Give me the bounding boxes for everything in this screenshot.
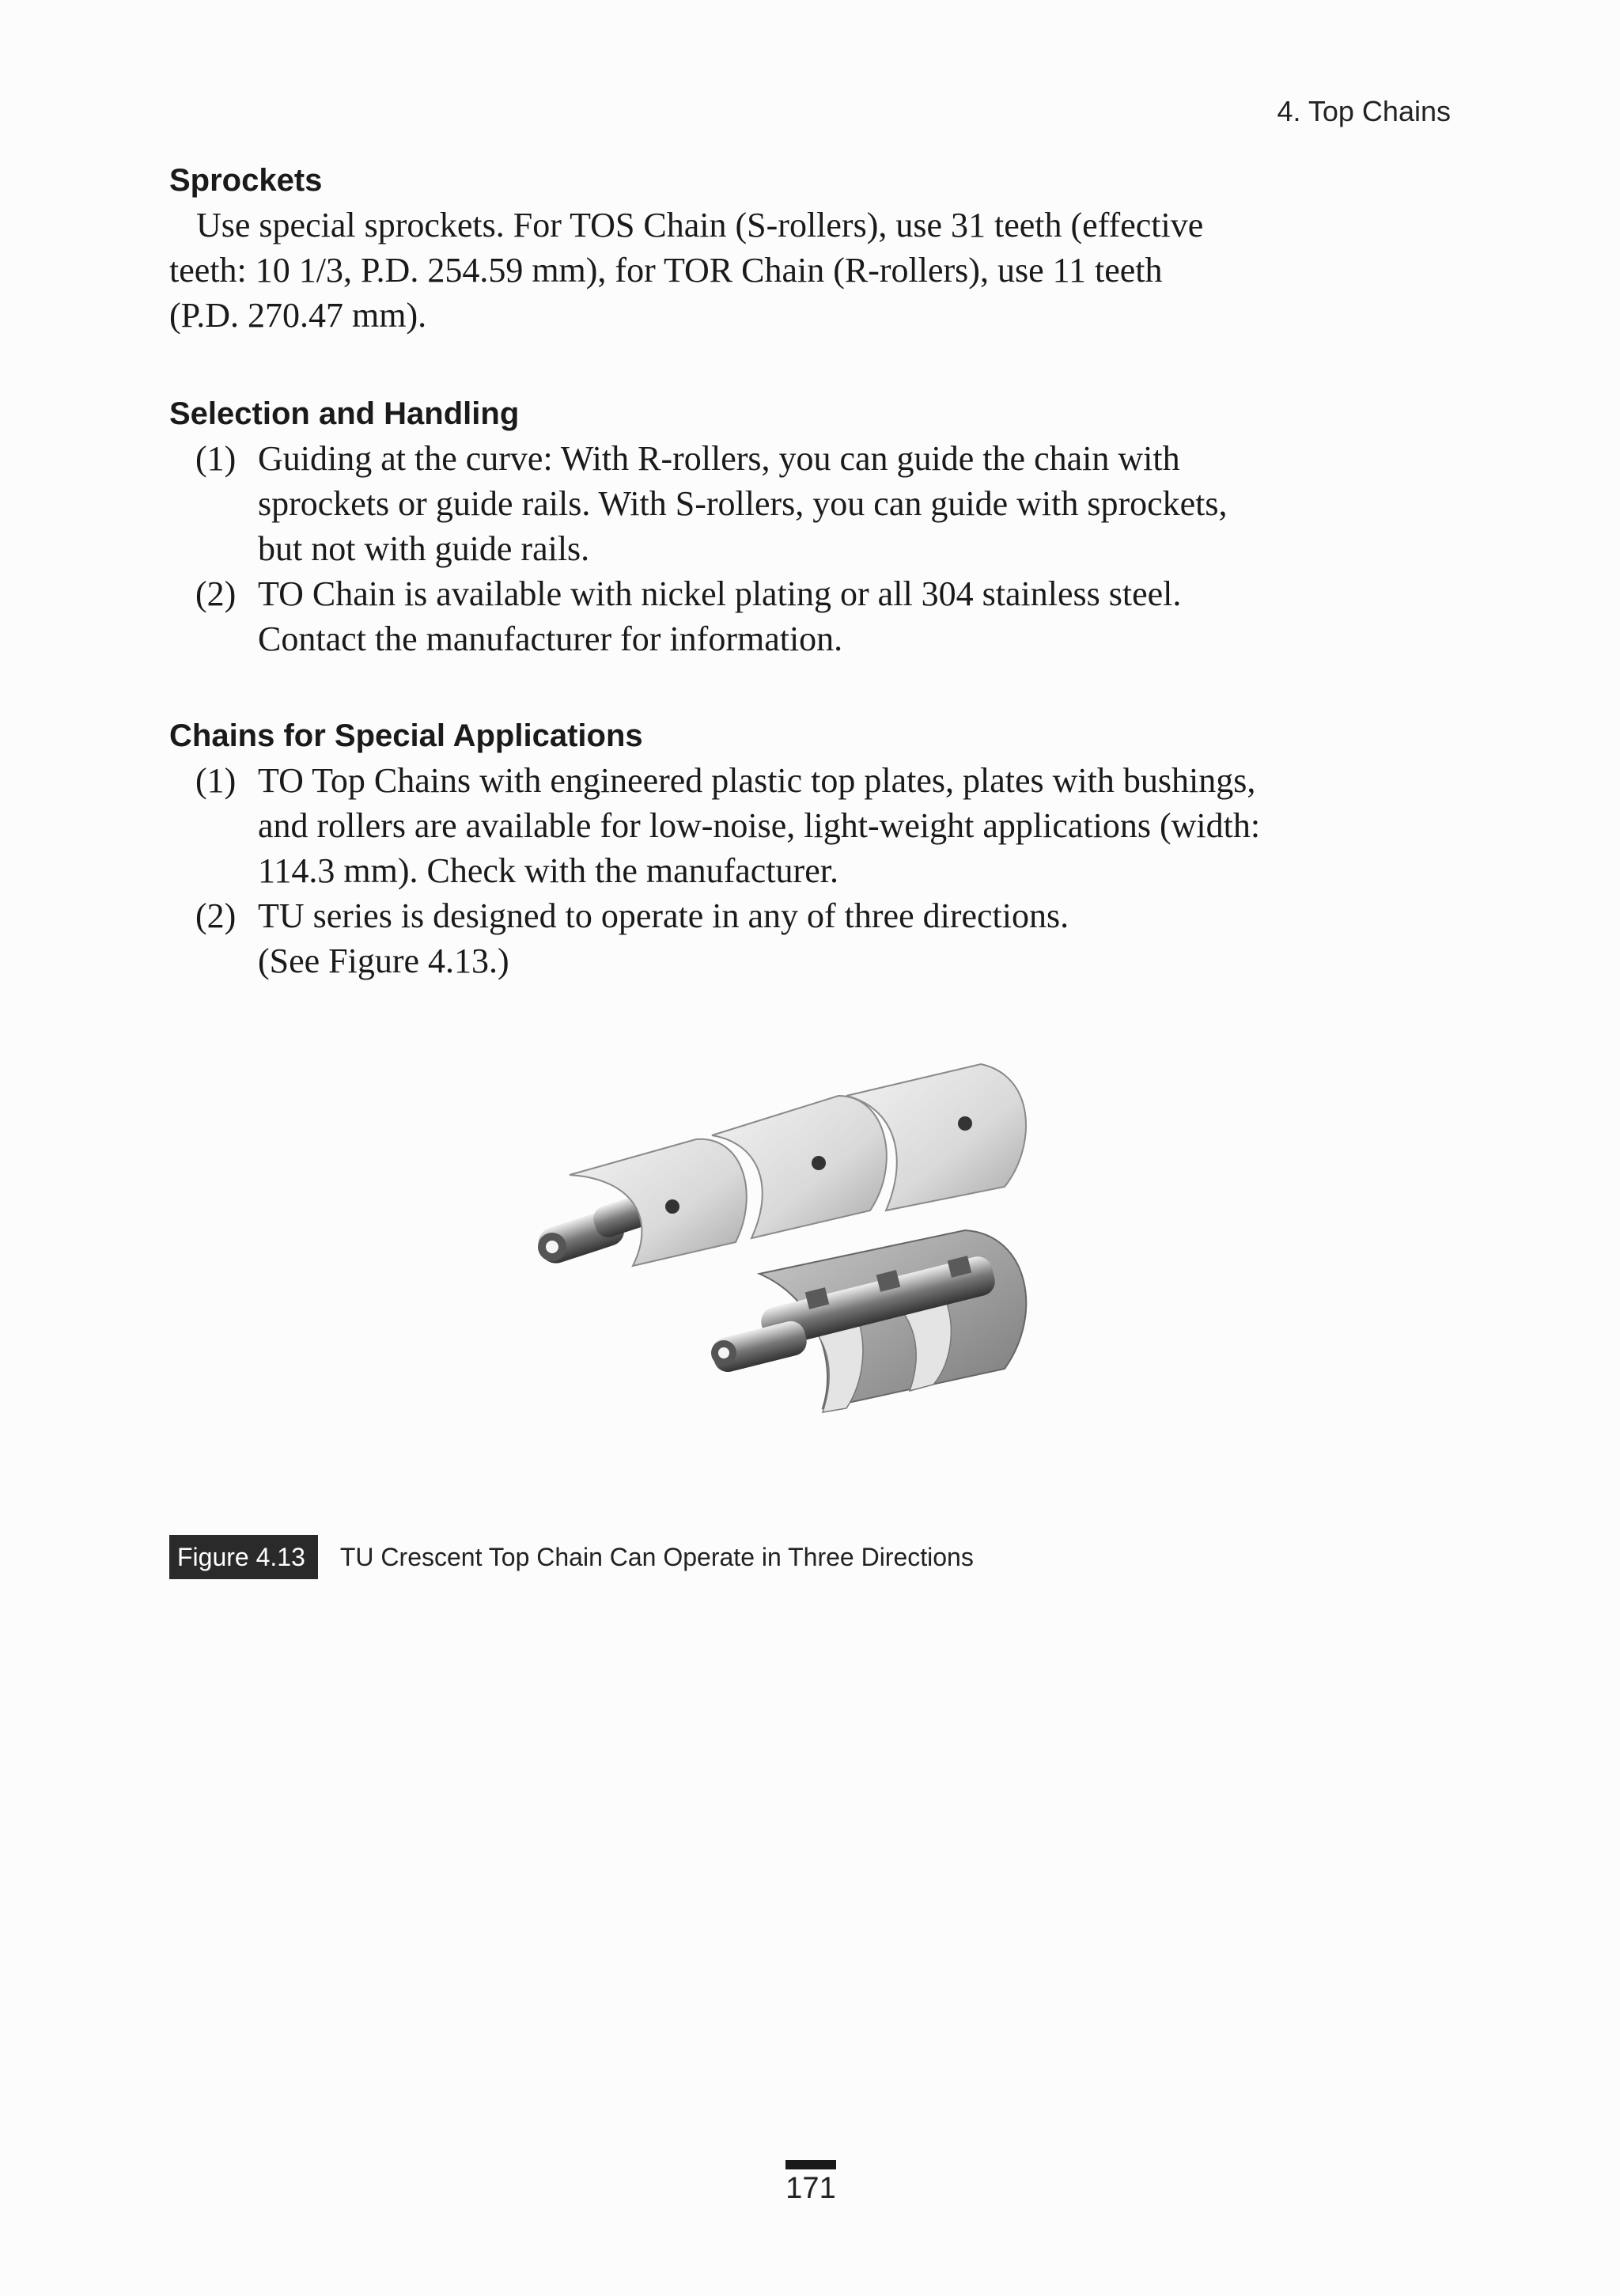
item-number: (2) <box>195 574 237 613</box>
item-number: (1) <box>195 761 237 800</box>
section-heading: Sprockets <box>169 163 323 198</box>
figure-caption <box>169 1535 974 1579</box>
figure-label: Figure 4.13 <box>169 1535 318 1579</box>
list-item <box>169 571 1451 661</box>
list-item <box>169 758 1451 893</box>
item-line: TO Top Chains with engineered plastic top plates, plates with bushings, <box>258 761 1256 800</box>
section-selection <box>169 392 1451 661</box>
section-special-applications <box>169 714 1451 983</box>
item-line: Guiding at the curve: With R-rollers, you can guide the chain with <box>258 439 1180 478</box>
item-line: TU series is designed to operate in any of three directions. <box>258 896 1069 935</box>
list-item <box>169 893 1451 983</box>
figure-caption-text: TU Crescent Top Chain Can Operate in Three Directions <box>339 1542 974 1571</box>
item-line: (See Figure 4.13.) <box>258 942 509 980</box>
section-heading: Selection and Handling <box>169 396 520 431</box>
item-number: (1) <box>195 439 237 478</box>
chain-photo <box>522 1060 1076 1472</box>
numbered-list <box>169 436 1451 661</box>
section-sprockets <box>169 158 1451 338</box>
page-number-bar <box>785 2160 836 2169</box>
lower-chain <box>709 1230 1026 1412</box>
item-line: TO Chain is available with nickel plating or all 304 stainless steel. <box>258 574 1182 613</box>
item-line: 114.3 mm). Check with the manufacturer. <box>258 851 838 890</box>
item-line: sprockets or guide rails. With S-rollers, you can guide with sprockets, <box>258 484 1228 523</box>
numbered-list <box>169 758 1451 983</box>
page-number: 171 <box>785 2172 836 2205</box>
section-heading: Chains for Special Applications <box>169 718 643 753</box>
list-item <box>169 436 1451 571</box>
item-number: (2) <box>195 896 237 935</box>
item-line: but not with guide rails. <box>258 529 590 568</box>
item-line: Contact the manufacturer for information. <box>258 619 843 658</box>
running-head: 4. Top Chains <box>1277 95 1451 127</box>
paragraph-line: teeth: 10 1/3, P.D. 254.59 mm), for TOR Chain (R-rollers), use 11 teeth <box>169 251 1163 290</box>
item-line: and rollers are available for low-noise, light-weight applications (width: <box>258 806 1261 845</box>
paragraph-line: Use special sprockets. For TOS Chain (S-rollers), use 31 teeth (effective <box>196 206 1204 244</box>
paragraph <box>169 203 1451 338</box>
paragraph-line: (P.D. 270.47 mm). <box>169 296 427 335</box>
